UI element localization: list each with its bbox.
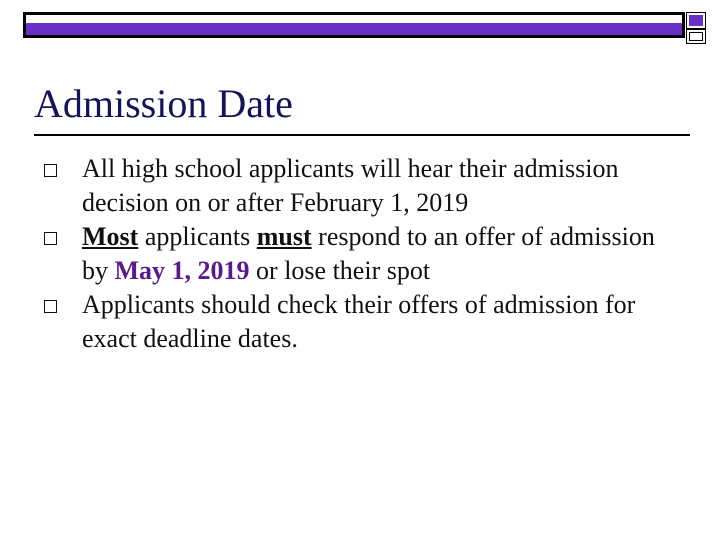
bullet-text-emphasis-must: must [256, 222, 312, 251]
bullet-text: or lose their spot [249, 256, 431, 285]
square-bullet-icon [44, 164, 57, 177]
bullet-item [44, 220, 684, 288]
square-bullet-icon [44, 300, 57, 313]
top-corner-square-upper [686, 12, 706, 29]
bullet-text: All high school applicants will hear their admission decision on or after February 1, 2019 [82, 154, 619, 217]
bullet-text-emphasis-most: Most [82, 222, 139, 251]
bullet-list [44, 152, 684, 356]
square-bullet-icon [44, 232, 57, 245]
deadline-date: May 1, 2019 [114, 256, 250, 285]
bullet-text: respond to an offer of admission by [82, 222, 655, 285]
top-decorative-bar [23, 12, 685, 38]
bullet-item [44, 288, 684, 356]
bullet-item [44, 152, 684, 220]
bullet-text: applicants [138, 222, 257, 251]
top-corner-square-lower [686, 29, 706, 44]
slide-title: Admission Date [34, 81, 293, 126]
title-divider [34, 134, 690, 136]
bullet-text: Applicants should check their offers of admission for exact deadline dates. [82, 290, 636, 353]
